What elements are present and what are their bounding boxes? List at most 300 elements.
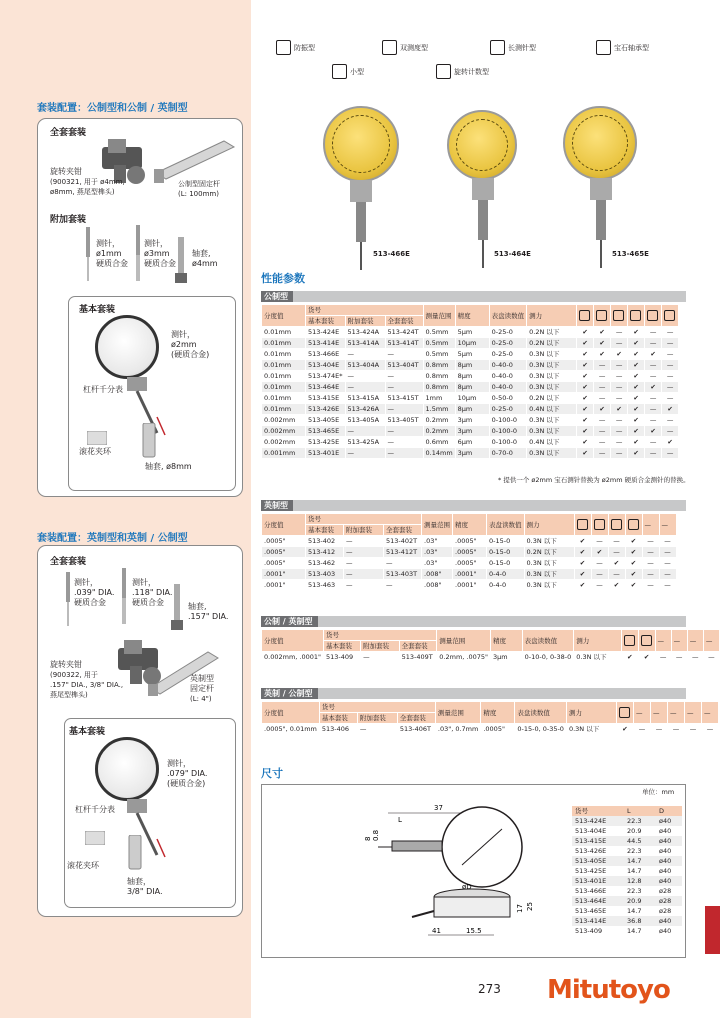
table-cell: ✔ [645,349,662,360]
table-cell: — [384,558,422,569]
bidirectional-icon [641,635,652,646]
table-cell: ✔ [574,558,591,569]
table-header [608,514,625,536]
table-header: 表盘读数值 [522,630,574,652]
table-header [621,630,638,652]
table-cell: ✔ [594,349,611,360]
metric-holder-len: (L: 100mm) [178,190,219,198]
table-cell: — [608,569,625,580]
table-cell: ✔ [625,558,642,569]
dim-cell: ø40 [656,916,682,926]
i-stylus2-image [120,568,128,626]
table-cell: 513-404A [345,360,385,371]
table-cell: — [662,360,679,371]
table-cell: 0.01mm [262,404,306,415]
table-cell: — [611,338,628,349]
table-cell: .0001" [262,569,306,580]
page-number: 273 [478,982,501,996]
table-cell: ✔ [662,437,679,448]
table-cell: — [345,371,385,382]
table-cell: 0.8mm [423,371,455,382]
table-cell: 513-402 [306,536,344,547]
table-cell: — [385,404,423,415]
table-cell: 0.5mm [423,327,455,338]
stylus1-material: 硬质合金 [96,259,128,268]
dim-unit: 单位：mm [642,788,675,796]
table-cell: 0.14mm [423,448,455,459]
shockproof-icon [276,40,291,55]
table-cell: — [591,558,608,569]
dim-cell: ø40 [656,856,682,866]
table-cell: — [633,724,650,735]
metric-table [261,304,679,459]
mi-bar-label: 公制 / 英制型 [261,616,318,627]
table-cell: 513-409 [324,652,361,663]
table-cell: 0.001mm [262,448,306,459]
table-row [262,448,679,459]
table-header: 基本套装 [306,525,344,536]
table-cell: 6µm [455,437,489,448]
table-row [262,404,679,415]
table-cell: .0005" [453,536,487,547]
table-cell: 8µm [455,371,489,382]
legend-jewel [596,40,649,55]
table-cell: ✔ [621,652,638,663]
metric-holder-label: 公制型固定杆 [178,180,220,188]
additional-set-label: 附加套装 [50,215,87,225]
legend-label: 长测针型 [508,43,536,52]
i-clamp-desc3: 燕尾型榫头) [50,691,88,699]
lever-dial-image-2 [95,737,159,801]
dim-cell: 513-404E [572,826,624,836]
table-header: 货号 [306,305,424,316]
table-cell: ✔ [638,652,655,663]
table-cell: 513-405E [306,415,346,426]
stylus-main-size: ø2mm [171,340,197,349]
table-cell: 0.01mm [262,371,306,382]
table-header: — [667,702,684,724]
table-cell: — [594,415,611,426]
table-cell: — [591,536,608,547]
i-clamp-desc2: .157" DIA., 3/8" DIA., [50,681,124,689]
inch-bar-label: 英制型 [261,500,293,511]
table-cell: ✔ [628,437,645,448]
dim-row [572,866,682,876]
table-cell: ✔ [577,415,594,426]
table-cell: 513-426E [306,404,346,415]
table-cell: ✔ [577,360,594,371]
table-cell: 513-415T [385,393,423,404]
i-stylus-main-material: (硬质合金) [167,779,206,788]
table-cell: — [650,724,667,735]
table-cell: — [361,652,400,663]
metric-set-box [37,118,243,497]
legend-shockproof [276,40,315,55]
table-cell: 0.3N 以下 [527,360,577,371]
table-cell: — [662,393,679,404]
shockproof-icon [579,310,590,321]
table-cell: — [611,327,628,338]
i-stylus-main-label: 测针， [167,759,191,768]
table-cell: — [662,415,679,426]
table-cell: 0.01mm [262,327,306,338]
table-cell: 5µm [455,327,489,338]
table-cell: 0.3N 以下 [527,382,577,393]
table-cell: ✔ [625,547,642,558]
table-cell: 0.5mm [423,338,455,349]
table-cell: ✔ [608,558,625,569]
table-cell: ✔ [608,580,625,591]
table-row [262,724,719,735]
dim-cell: ø28 [656,896,682,906]
table-row [262,580,677,591]
table-cell: 0.2mm [423,415,455,426]
table-header [577,305,594,327]
dim-cell: 12.8 [624,876,656,886]
table-cell: 0.002mm [262,415,306,426]
stylus2-material: 硬质合金 [144,259,176,268]
dim-header: D [656,806,682,816]
table-row [262,360,679,371]
table-cell: ✔ [574,536,591,547]
table-cell: — [642,558,659,569]
table-cell: — [645,393,662,404]
shockproof-icon [619,707,630,718]
table-cell: ✔ [594,327,611,338]
table-header: — [659,514,676,536]
table-cell: 513-415E [306,393,346,404]
dim-row [572,876,682,886]
table-cell: 0.3N 以下 [566,724,616,735]
table-cell: 513-415A [345,393,385,404]
table-cell: — [642,547,659,558]
sleeve-inch-image [127,835,143,871]
table-cell: — [645,415,662,426]
table-cell: 0.01mm [262,349,306,360]
i-holder-label2: 固定杆 [190,684,214,693]
table-cell: 1mm [423,393,455,404]
dim-cell: 20.9 [624,896,656,906]
table-cell: 0-40-0 [489,382,527,393]
inch-table [261,513,677,591]
i-stylus-main-size: .079" DIA. [167,769,208,778]
table-cell: — [611,393,628,404]
table-cell: ✔ [577,349,594,360]
dim-cell: ø40 [656,836,682,846]
table-cell: ✔ [628,360,645,371]
table-cell: — [645,338,662,349]
table-cell: 1.5mm [423,404,455,415]
table-header [591,514,608,536]
dim-cell: 36.8 [624,916,656,926]
stylus-main-material: (硬质合金) [171,350,210,359]
metric-note: * 提供一个 ø2mm 宝石测针替换为 ø2mm 硬质合金测针的替换。 [498,476,690,484]
table-header: — [650,702,667,724]
table-cell: .03" [422,547,453,558]
long-stylus-icon [613,310,624,321]
stylus-main-label: 测针， [171,330,195,339]
dim-row [572,826,682,836]
table-cell: ✔ [628,393,645,404]
table-header: 全套套装 [397,713,435,724]
dim-cell: 513-466E [572,886,624,896]
table-cell: — [611,426,628,437]
table-cell: ✔ [577,338,594,349]
table-header: 附加套装 [357,713,397,724]
dim-17: 17 [516,904,524,913]
table-cell: — [703,652,719,663]
table-cell: — [659,558,676,569]
table-header: 测力 [566,702,616,724]
legend-label: 旋转计数型 [454,67,489,76]
table-row [262,327,679,338]
table-row [262,338,679,349]
table-cell: — [671,652,687,663]
dim-cell: ø40 [656,846,682,856]
table-cell: .008" [422,580,453,591]
jewel-bearing-icon [596,40,611,55]
bidirectional-icon [382,40,397,55]
photo-label-466E: 513-466E [373,250,410,258]
dim-cell: ø28 [656,886,682,896]
photo-label-465E: 513-465E [612,250,649,258]
table-header [645,305,662,327]
table-cell: 0-100-0 [489,437,527,448]
table-cell: — [642,536,659,547]
table-cell: 0.01mm [262,382,306,393]
table-cell: 0.3N 以下 [524,580,574,591]
dim-cell: ø40 [656,816,682,826]
stylus2-size: ø3mm [144,249,170,258]
table-cell: — [344,580,384,591]
table-cell: ✔ [577,404,594,415]
inch-set-box [37,545,243,917]
table-cell: 513-412 [306,547,344,558]
full-set-label: 全套套装 [50,128,87,138]
table-cell: 0.5mm [423,349,455,360]
table-header: 货号 [324,630,437,641]
table-cell: 8µm [455,382,489,393]
table-cell: 513-414A [345,338,385,349]
dimension-drawing [262,785,562,957]
i-stylus1-image [64,572,72,628]
table-cell: .0005" [453,558,487,569]
table-cell: ✔ [662,404,679,415]
table-cell: 0.3N 以下 [527,371,577,382]
table-cell: 3µm [455,415,489,426]
i-sleeve-main-label: 轴套， [127,877,151,886]
table-row [262,382,679,393]
dim-cell: 14.7 [624,856,656,866]
table-cell: .03" [422,558,453,569]
table-cell: 0.01mm [262,338,306,349]
dim-cell: 513-405E [572,856,624,866]
table-row [262,393,679,404]
table-cell: 0.4N 以下 [527,404,577,415]
table-cell: ✔ [577,426,594,437]
table-cell: ✔ [628,382,645,393]
table-header: 分度值 [262,305,306,327]
table-cell: — [594,448,611,459]
table-cell: ✔ [574,580,591,591]
dim-cell: ø40 [656,826,682,836]
dim-row [572,906,682,916]
jewel-bearing-icon [630,310,641,321]
dim-row [572,926,682,936]
dim-row [572,916,682,926]
table-header: 货号 [319,702,435,713]
table-cell: — [357,724,397,735]
table-cell: — [344,536,384,547]
i-holder-label: 英制型 [190,674,214,683]
table-cell: — [385,349,423,360]
table-cell: 0-4-0 [487,569,525,580]
knurled-clamp-image [87,431,107,445]
table-cell: — [701,724,718,735]
table-header: 测量范围 [437,630,491,652]
dim-cell: 513-425E [572,866,624,876]
table-cell: 0.3N 以下 [527,426,577,437]
table-cell: ✔ [628,338,645,349]
table-cell: — [384,580,422,591]
table-cell: — [345,349,385,360]
table-cell: 513-465E [306,426,346,437]
table-cell: — [662,448,679,459]
table-cell: 513-426A [345,404,385,415]
table-cell: 0-70-0 [489,448,527,459]
table-cell: — [659,536,676,547]
long-stylus-icon [490,40,505,55]
dim-row [572,886,682,896]
table-cell: 513-403 [306,569,344,580]
edge-tab [705,906,720,954]
i-stylus2-material: 硬质合金 [132,598,164,607]
legend-bidirectional [382,40,428,55]
dim-cell: 14.7 [624,926,656,936]
metric-bar-label: 公制型 [261,291,293,302]
table-cell: 513-412T [384,547,422,558]
table-row [262,437,679,448]
dim-cell: 22.3 [624,816,656,826]
i-sleeve-label: 轴套, [188,602,207,611]
table-header: — [701,702,718,724]
table-cell: — [385,426,423,437]
table-cell: 0.3N 以下 [527,349,577,360]
shockproof-icon [577,519,588,530]
table-cell: ✔ [628,448,645,459]
table-cell: .0005" [262,536,306,547]
legend-revolution [436,64,489,79]
table-cell: ✔ [577,437,594,448]
table-cell: 513-406T [397,724,435,735]
table-header: 测量范围 [422,514,453,536]
table-row [262,536,677,547]
dim-header: 货号 [572,806,624,816]
table-cell: — [687,652,703,663]
sleeve-label: 轴套, [192,249,211,258]
table-header: — [671,630,687,652]
table-header: 表盘读数值 [487,514,525,536]
table-cell: 0-15-0 [487,536,525,547]
table-cell: 0.3N 以下 [527,415,577,426]
stylus1-label: 测针， [96,239,120,248]
table-row [262,569,677,580]
table-cell: — [611,437,628,448]
table-cell: 0-100-0 [489,426,527,437]
table-cell: — [594,437,611,448]
table-cell: 3µm [491,652,523,663]
table-cell: — [662,382,679,393]
table-cell: 513-414E [306,338,346,349]
legend-label: 防振型 [294,43,315,52]
table-cell: — [642,580,659,591]
table-cell: 3µm [455,426,489,437]
knurled-clamp-image-2 [85,831,105,845]
table-cell: — [645,448,662,459]
metric-bar [261,291,686,302]
table-cell: 0.2N 以下 [527,393,577,404]
table-cell: — [662,338,679,349]
table-cell: — [645,371,662,382]
dim-25: 25 [526,902,534,911]
table-cell: 513-404E [306,360,346,371]
table-cell: ✔ [574,547,591,558]
table-cell: 513-403T [384,569,422,580]
table-cell: — [662,327,679,338]
full-set-label-2: 全套套装 [50,557,87,567]
table-header: 附加套装 [345,316,385,327]
table-cell: 0.3N 以下 [527,448,577,459]
table-header [574,514,591,536]
table-cell: ✔ [591,547,608,558]
table-header: — [655,630,671,652]
dim-D: øD [462,883,472,891]
table-row [262,558,677,569]
dial-photo-466E [323,106,399,182]
table-cell: — [659,547,676,558]
table-header: 测量范围 [423,305,455,327]
table-header [616,702,633,724]
table-row [262,349,679,360]
i-stylus1-size: .039" DIA. [74,588,115,597]
basic-set-box [68,296,236,491]
table-cell: — [659,580,676,591]
table-cell: ✔ [628,349,645,360]
table-cell: 513-474E* [306,371,346,382]
table-cell: — [345,382,385,393]
table-cell: 0.002mm [262,437,306,448]
legend-long-stylus [490,40,536,55]
i-sleeve-image [170,584,184,636]
table-row [262,547,677,558]
table-cell: ✔ [577,393,594,404]
table-header: 表盘读数值 [515,702,567,724]
knurled-clamp-label-2: 滚花夹环 [67,861,99,870]
knurled-clamp-label: 滚花夹环 [79,447,111,456]
table-header: 附加套装 [344,525,384,536]
table-cell: .0001" [262,580,306,591]
sleeve-size: ø4mm [192,259,218,268]
table-cell: 0-15-0 [487,547,525,558]
table-header [625,514,642,536]
table-cell: 513-425E [306,437,346,448]
table-cell: 0-40-0 [489,360,527,371]
table-cell: 0-10-0, 0-38-0 [522,652,574,663]
stylus-3mm-image [134,225,142,283]
revolution-counter-icon [664,310,675,321]
dim-cell: 513-415E [572,836,624,846]
table-cell: 513-464E [306,382,346,393]
